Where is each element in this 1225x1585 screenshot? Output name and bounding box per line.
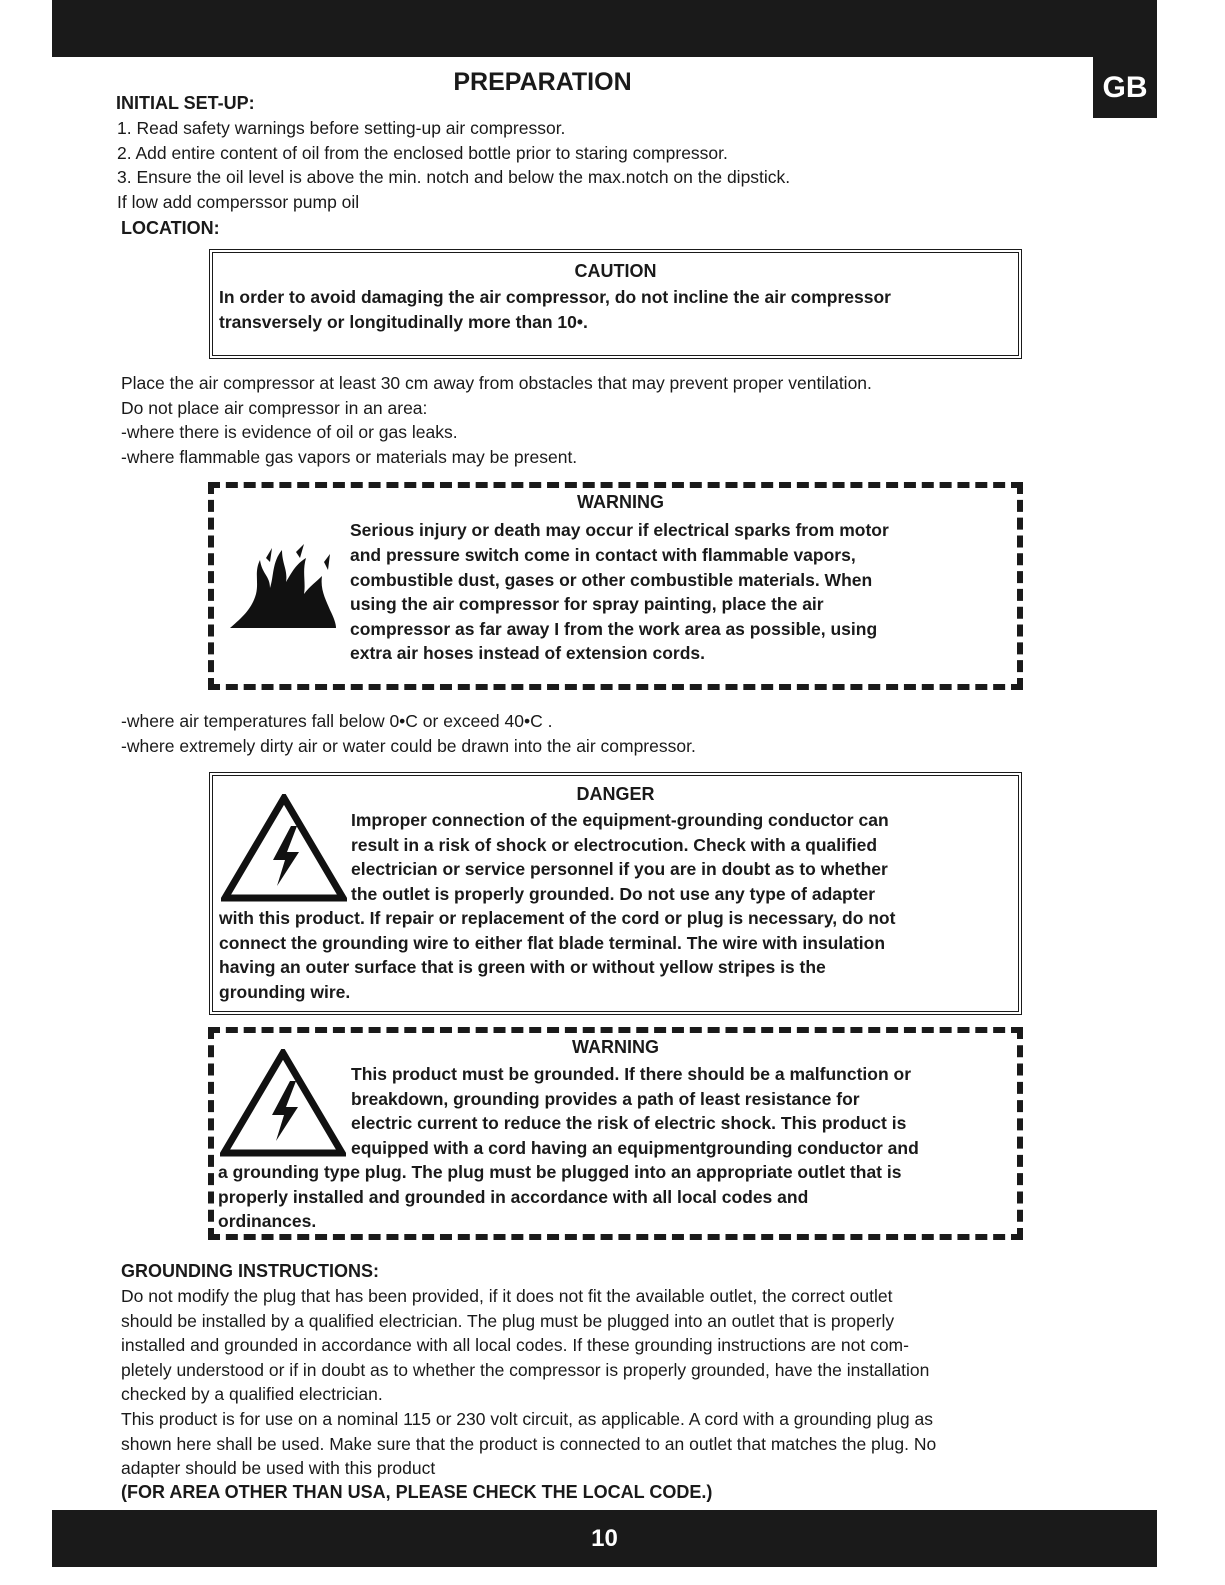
warning-ground-line: properly installed and grounded in accordance with all local codes and (218, 1187, 809, 1207)
caution-line: transversely or longitudinally more than 10•. (219, 312, 588, 332)
caution-box (209, 249, 1022, 359)
warning-fire-box (208, 482, 1023, 690)
temperature-text (121, 709, 696, 758)
warning-fire-line: and pressure switch come in contact with flammable vapors, (350, 545, 856, 565)
text-line: shown here shall be used. Make sure that the product is connected to an outlet that matches the plug. No (121, 1433, 937, 1454)
danger-line: electrician or service personnel if you are in doubt as to whether (351, 859, 888, 879)
warning-fire-line: using the air compressor for spray painting, place the air (350, 594, 824, 614)
warning-ground-title: WARNING (572, 1037, 659, 1057)
list-item: 2. Add entire content of oil from the enclosed bottle prior to staring compressor. (117, 142, 728, 163)
danger-line: connect the grounding wire to either flat blade terminal. The wire with insulation (219, 933, 886, 953)
page-number: 10 (52, 1510, 1157, 1567)
electric-hazard-icon (221, 794, 347, 902)
flame-icon (226, 542, 344, 632)
danger-line: the outlet is properly grounded. Do not use any type of adapter (351, 884, 876, 904)
warning-ground-line: a grounding type plug. The plug must be plugged into an appropriate outlet that is (218, 1162, 902, 1182)
text-line: installed and grounded in accordance with all local codes. If these grounding instructions are not com- (121, 1335, 909, 1356)
text-line: -where there is evidence of oil or gas leaks. (121, 422, 458, 443)
warning-ground-line: electric current to reduce the risk of electric shock. This product is (351, 1113, 907, 1133)
danger-line: with this product. If repair or replacement of the cord or plug is necessary, do not (219, 908, 896, 928)
warning-fire-line: Serious injury or death may occur if electrical sparks from motor (350, 520, 889, 540)
danger-line: having an outer surface that is green with or without yellow stripes is the (219, 957, 826, 977)
caution-title: CAUTION (574, 261, 657, 281)
danger-line: grounding wire. (219, 982, 351, 1002)
location-heading: LOCATION: (121, 218, 220, 238)
page-title: PREPARATION (453, 68, 632, 96)
list-item: 3. Ensure the oil level is above the min. notch and below the max.notch on the dipstick. (117, 167, 791, 188)
warning-ground-line: breakdown, grounding provides a path of least resistance for (351, 1089, 860, 1109)
grounding-heading: GROUNDING INSTRUCTIONS: (121, 1261, 379, 1281)
list-item: 1. Read safety warnings before setting-up air compressor. (117, 118, 566, 138)
initial-setup-heading: INITIAL SET-UP: (116, 93, 255, 113)
language-tab: GB (1093, 57, 1157, 118)
text-line: -where flammable gas vapors or materials may be present. (121, 446, 578, 467)
text-line: Place the air compressor at least 30 cm away from obstacles that may prevent proper ventilation. (121, 373, 872, 393)
placement-text (121, 371, 872, 469)
top-bar (52, 0, 1157, 57)
text-line: Do not place air compressor in an area: (121, 397, 428, 418)
initial-setup-list (117, 116, 790, 214)
warning-ground-box (208, 1027, 1023, 1240)
danger-box (209, 772, 1022, 1015)
caution-line: In order to avoid damaging the air compressor, do not incline the air compressor (219, 287, 891, 307)
text-line: -where air temperatures fall below 0•C or exceed 40•C . (121, 711, 553, 731)
warning-fire-line: extra air hoses instead of extension cords. (350, 643, 705, 663)
warning-fire-line: compressor as far away I from the work area as possible, using (350, 619, 878, 639)
warning-fire-line: combustible dust, gases or other combustible materials. When (350, 570, 873, 590)
text-line: should be installed by a qualified electrician. The plug must be plugged into an outlet that is properly (121, 1310, 895, 1331)
text-line: -where extremely dirty air or water could be drawn into the air compressor. (121, 735, 696, 756)
warning-ground-line: ordinances. (218, 1211, 317, 1231)
danger-line: result in a risk of shock or electrocution. Check with a qualified (351, 835, 878, 855)
text-line: adapter should be used with this product (121, 1458, 436, 1479)
list-item: If low add comperssor pump oil (117, 191, 360, 212)
electric-hazard-icon (220, 1049, 346, 1157)
text-line: checked by a qualified electrician. (121, 1384, 383, 1405)
text-line: pletely understood or if in doubt as to whether the compressor is properly grounded, have the installation (121, 1359, 930, 1380)
danger-title: DANGER (576, 784, 655, 804)
warning-ground-line: equipped with a cord having an equipmentgrounding conductor and (351, 1138, 919, 1158)
danger-line: Improper connection of the equipment-grounding conductor can (351, 810, 889, 830)
grounding-text (121, 1284, 936, 1481)
text-line: Do not modify the plug that has been provided, if it does not fit the available outlet, the correct outlet (121, 1286, 893, 1306)
text-line: This product is for use on a nominal 115 or 230 volt circuit, as applicable. A cord with a grounding plug as (121, 1408, 933, 1429)
local-code-note: (FOR AREA OTHER THAN USA, PLEASE CHECK THE LOCAL CODE.) (121, 1482, 713, 1502)
warning-fire-title: WARNING (577, 492, 664, 512)
warning-ground-line: This product must be grounded. If there should be a malfunction or (351, 1064, 912, 1084)
